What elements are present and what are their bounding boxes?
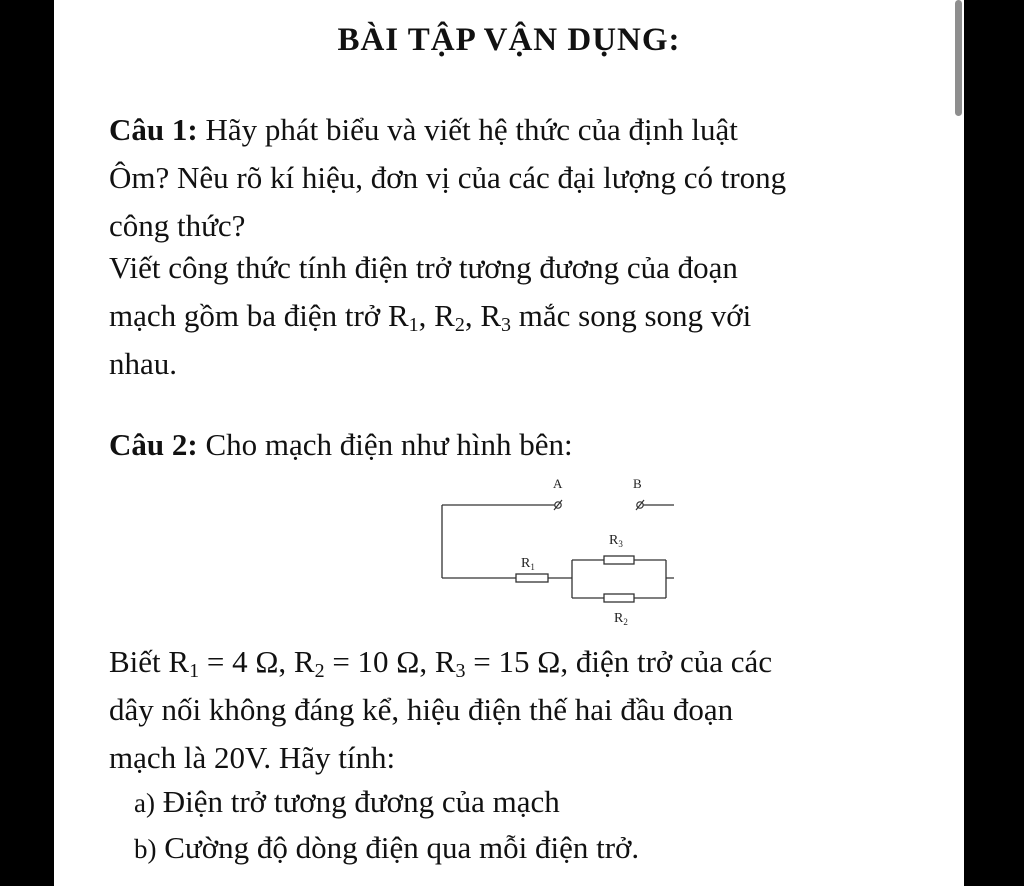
document-page xyxy=(54,0,964,886)
given-line-2: dây nối không đáng kể, hiệu điện thế hai đầu đoạn xyxy=(109,692,734,727)
vertical-scrollbar[interactable] xyxy=(955,0,962,116)
question-1-line-1: Hãy phát biểu và viết hệ thức của định luật xyxy=(197,112,738,147)
question-1-part-2: Viết công thức tính điện trở tương đương của đoạn mạch gồm ba điện trở $R_1$, $R_2$, $R_3$ mắc song song với nhau. xyxy=(109,250,752,381)
circuit-diagram xyxy=(434,472,674,632)
question-1-line-3: công thức? xyxy=(109,208,246,243)
given-r3: $R_3 = 15$ Ω xyxy=(434,644,561,682)
r3-symbol: $R_3$ xyxy=(480,298,512,336)
question-1-label: Câu 1: xyxy=(109,112,198,147)
question-1 xyxy=(109,106,959,250)
resistor-r2 xyxy=(604,594,634,602)
question-2-text: Cho mạch điện như hình bên: xyxy=(197,427,573,462)
task-b-label: b) xyxy=(134,834,157,864)
given-r2: $R_2 = 10$ Ω, xyxy=(293,644,435,682)
question-1-line-5-end: mắc song song với xyxy=(511,298,752,333)
question-1-line-2: Ôm? Nêu rõ kí hiệu, đơn vị của các đại lượng có trong xyxy=(109,160,787,195)
label-point-b: B xyxy=(633,476,642,491)
label-r1: $R_1$ xyxy=(521,556,535,572)
given-data xyxy=(109,638,959,782)
label-point-a: A xyxy=(553,476,563,491)
question-2 xyxy=(109,421,959,469)
r2-symbol: $R_2$ xyxy=(434,298,465,336)
question-1-line-6: nhau. xyxy=(109,346,178,381)
question-1-line-5-start: mạch gồm ba điện trở xyxy=(109,298,388,333)
given-start: Biết xyxy=(109,644,169,679)
task-b xyxy=(134,826,639,871)
resistor-r3 xyxy=(604,556,634,564)
resistor-r1 xyxy=(516,574,548,582)
given-line-3: mạch là 20V. Hãy tính: xyxy=(109,740,396,775)
label-r2: $R_2$ xyxy=(614,611,628,627)
question-2-label: Câu 2: xyxy=(109,427,198,462)
task-a-text: Điện trở tương đương của mạch xyxy=(154,784,560,819)
given-r1: $R_1 = 4$ Ω, xyxy=(168,644,294,682)
task-a xyxy=(134,780,560,825)
question-1-line-4: Viết công thức tính điện trở tương đương của đoạn xyxy=(109,250,738,285)
r1-symbol: $R_1$ xyxy=(387,298,419,336)
page-title: BÀI TẬP VẬN DỤNG: xyxy=(337,22,681,58)
given-end: , điện trở của các xyxy=(560,644,773,679)
label-r3: $R_3$ xyxy=(609,533,623,549)
task-a-label: a) xyxy=(134,788,155,818)
task-b-text: Cường độ dòng điện qua mỗi điện trở. xyxy=(156,830,640,865)
